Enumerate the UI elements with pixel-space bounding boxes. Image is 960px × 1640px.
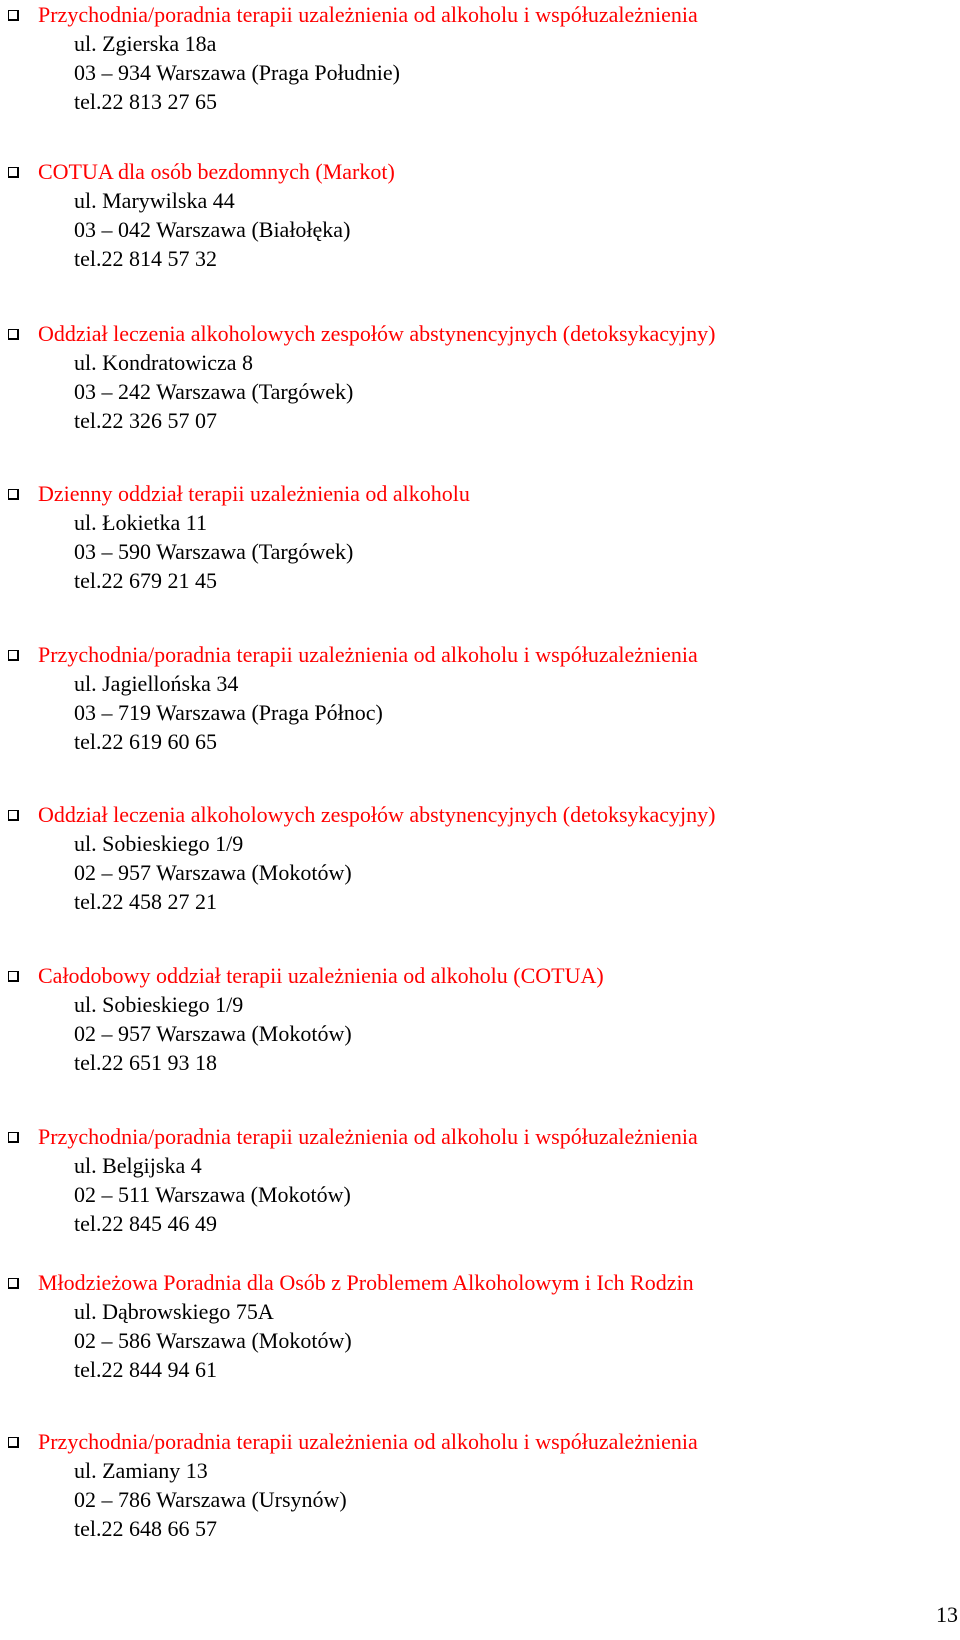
checkbox-bullet-icon	[8, 10, 19, 21]
facility-name: Przychodnia/poradnia terapii uzależnienia od alkoholu i współuzależnienia	[38, 2, 698, 27]
checkbox-bullet-icon	[8, 1437, 19, 1448]
facility-street: ul. Sobieskiego 1/9	[74, 992, 244, 1017]
checkbox-bullet-icon	[8, 650, 19, 661]
facility-city: 02 – 957 Warszawa (Mokotów)	[74, 1021, 352, 1046]
facility-name: Dzienny oddział terapii uzależnienia od alkoholu	[38, 481, 470, 506]
facility-city: 02 – 786 Warszawa (Ursynów)	[74, 1487, 347, 1512]
facility-phone: tel.22 458 27 21	[74, 889, 217, 914]
checkbox-bullet-icon	[8, 489, 19, 500]
facility-name: Całodobowy oddział terapii uzależnienia od alkoholu (COTUA)	[38, 963, 604, 988]
facility-name: Przychodnia/poradnia terapii uzależnienia od alkoholu i współuzależnienia	[38, 642, 698, 667]
facility-phone: tel.22 326 57 07	[74, 408, 217, 433]
facility-street: ul. Sobieskiego 1/9	[74, 831, 244, 856]
facility-city: 02 – 511 Warszawa (Mokotów)	[74, 1182, 351, 1207]
facility-city: 02 – 586 Warszawa (Mokotów)	[74, 1328, 352, 1353]
facility-street: ul. Zamiany 13	[74, 1458, 208, 1483]
facility-street: ul. Belgijska 4	[74, 1153, 202, 1178]
facility-phone: tel.22 648 66 57	[74, 1516, 217, 1541]
facility-phone: tel.22 813 27 65	[74, 89, 217, 114]
facility-street: ul. Dąbrowskiego 75A	[74, 1299, 274, 1324]
page-number: 13	[936, 1602, 958, 1627]
facility-name: Przychodnia/poradnia terapii uzależnienia od alkoholu i współuzależnienia	[38, 1124, 698, 1149]
facility-phone: tel.22 619 60 65	[74, 729, 217, 754]
checkbox-bullet-icon	[8, 1278, 19, 1289]
checkbox-bullet-icon	[8, 810, 19, 821]
facility-street: ul. Jagiellońska 34	[74, 671, 239, 696]
checkbox-bullet-icon	[8, 329, 19, 340]
facility-city: 03 – 934 Warszawa (Praga Południe)	[74, 60, 400, 85]
facility-street: ul. Marywilska 44	[74, 188, 235, 213]
checkbox-bullet-icon	[8, 971, 19, 982]
facility-city: 03 – 719 Warszawa (Praga Północ)	[74, 700, 383, 725]
facility-street: ul. Kondratowicza 8	[74, 350, 253, 375]
facility-city: 03 – 242 Warszawa (Targówek)	[74, 379, 354, 404]
facility-phone: tel.22 679 21 45	[74, 568, 217, 593]
facility-phone: tel.22 814 57 32	[74, 246, 217, 271]
facility-name: Oddział leczenia alkoholowych zespołów abstynencyjnych (detoksykacyjny)	[38, 321, 716, 346]
facility-name: Oddział leczenia alkoholowych zespołów abstynencyjnych (detoksykacyjny)	[38, 802, 716, 827]
facility-phone: tel.22 651 93 18	[74, 1050, 217, 1075]
facility-street: ul. Łokietka 11	[74, 510, 207, 535]
checkbox-bullet-icon	[8, 1132, 19, 1143]
facility-name: Przychodnia/poradnia terapii uzależnienia od alkoholu i współuzależnienia	[38, 1429, 698, 1454]
facility-phone: tel.22 844 94 61	[74, 1357, 217, 1382]
facility-city: 03 – 590 Warszawa (Targówek)	[74, 539, 354, 564]
facility-street: ul. Zgierska 18a	[74, 31, 217, 56]
facility-name: COTUA dla osób bezdomnych (Markot)	[38, 159, 395, 184]
facility-phone: tel.22 845 46 49	[74, 1211, 217, 1236]
facility-city: 03 – 042 Warszawa (Białołęka)	[74, 217, 351, 242]
checkbox-bullet-icon	[8, 167, 19, 178]
facility-city: 02 – 957 Warszawa (Mokotów)	[74, 860, 352, 885]
facility-name: Młodzieżowa Poradnia dla Osób z Problemem Alkoholowym i Ich Rodzin	[38, 1270, 694, 1295]
